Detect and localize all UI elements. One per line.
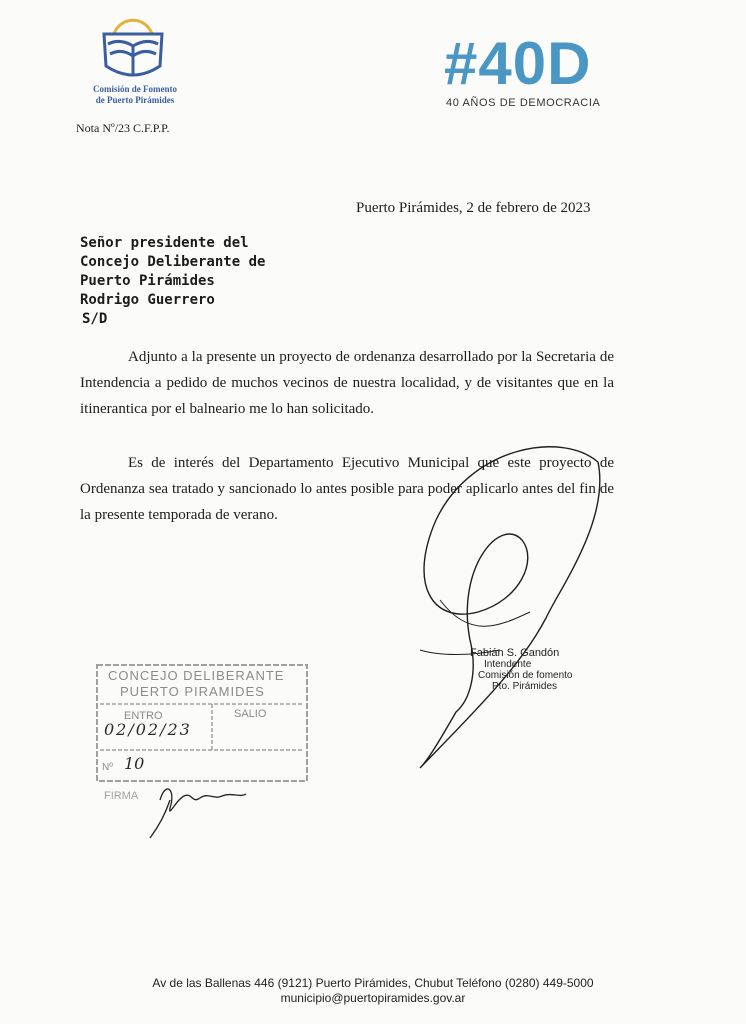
campaign-tag: #40D — [444, 30, 592, 97]
recipient-line: Señor presidente del — [80, 235, 249, 251]
stamp-line1: CONCEJO DELIBERANTE — [108, 668, 285, 683]
reference-number: Nota Nº/23 C.F.P.P. — [76, 121, 170, 135]
stamp-line2: PUERTO PIRAMIDES — [120, 684, 265, 699]
place-date: Puerto Pirámides, 2 de febrero de 2023 — [356, 200, 591, 216]
footer-address: Av de las Ballenas 446 (9121) Puerto Pirámides, Chubut Teléfono (0280) 449-5000 — [152, 976, 594, 990]
signatory-office: Comisión de fomento — [478, 670, 573, 681]
stamp-salio-label: SALIO — [234, 708, 267, 720]
recipient-line: Concejo Deliberante de — [80, 254, 266, 270]
stamp-number-value: 10 — [124, 754, 145, 773]
stamp-entro-label: ENTRO — [124, 710, 163, 722]
recipient-line: Puerto Pirámides — [80, 273, 215, 289]
campaign-subtitle: 40 AÑOS DE DEMOCRACIA — [446, 97, 601, 109]
body-paragraph-2: Es de interés del Departamento Ejecutivo Municipal que este proyecto de Ordenanza sea tratado y sancionado lo antes posible para poder aplicarlo antes del fin de la presente temporada de verano. — [80, 455, 614, 523]
organization-name: Comisión de Fomento de Puerto Pirámides — [93, 84, 177, 105]
stamp-entry-date: 02/02/23 — [104, 720, 192, 739]
signatory-title: Intendente — [484, 659, 532, 670]
signatory-name: Fabián S. Gandón — [470, 647, 560, 659]
stamp-number-label: Nº — [102, 762, 113, 773]
footer-email: municipio@puertopiramides.gov.ar — [280, 991, 466, 1005]
stamp-firma-label: FIRMA — [104, 790, 139, 802]
recipient-line: Rodrigo Guerrero — [80, 292, 215, 308]
body-paragraph-1: Adjunto a la presente un proyecto de ordenanza desarrollado por la Secretaria de Intendencia a pedido de muchos vecinos de nuestra localidad, y de visitantes que en la itinerantica por el balneario me lo han solicitado. — [80, 349, 614, 417]
signatory-location: Pto. Pirámides — [492, 681, 558, 692]
recipient-line: S/D — [82, 311, 108, 327]
